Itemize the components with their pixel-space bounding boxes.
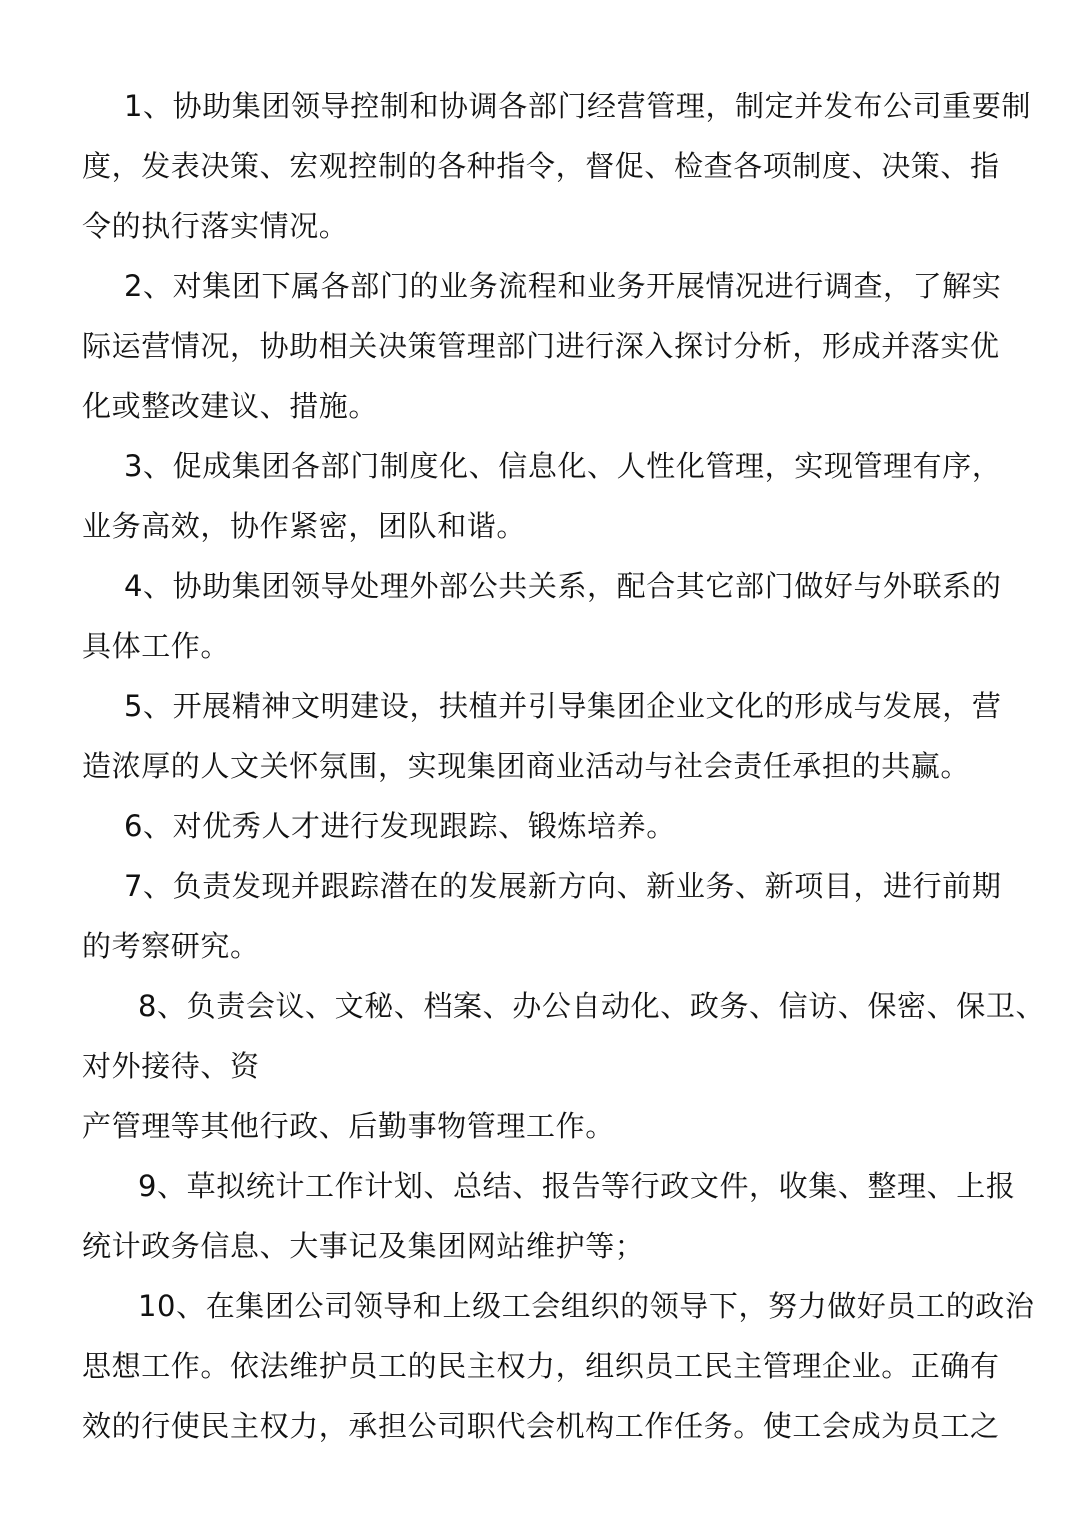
- text-line: 3、促成集团各部门制度化、信息化、人性化管理，实现管理有序，: [124, 449, 1002, 483]
- text-line: 2、对集团下属各部门的业务流程和业务开展情况进行调查，了解实: [124, 269, 1002, 303]
- text-line: 令的执行落实情况。: [82, 209, 349, 243]
- text-line: 对外接待、资: [82, 1049, 260, 1083]
- text-line: 统计政务信息、大事记及集团网站维护等；: [82, 1229, 645, 1263]
- text-line: 际运营情况，协助相关决策管理部门进行深入探讨分析，形成并落实优: [82, 329, 1000, 363]
- text-line: 造浓厚的人文关怀氛围，实现集团商业活动与社会责任承担的共赢。: [82, 749, 971, 783]
- text-line: 效的行使民主权力，承担公司职代会机构工作任务。使工会成为员工之: [82, 1409, 1000, 1443]
- text-line: 度，发表决策、宏观控制的各种指令，督促、检查各项制度、决策、指: [82, 149, 1000, 183]
- text-line: 化或整改建议、措施。: [82, 389, 379, 423]
- text-line: 5、开展精神文明建设，扶植并引导集团企业文化的形成与发展，营: [124, 689, 1002, 723]
- text-line: 7、负责发现并跟踪潜在的发展新方向、新业务、新项目，进行前期: [124, 869, 1002, 903]
- text-line: 思想工作。依法维护员工的民主权力，组织员工民主管理企业。正确有: [82, 1349, 1000, 1383]
- text-line: 业务高效，协作紧密，团队和谐。: [82, 509, 527, 543]
- text-line: 具体工作。: [82, 629, 231, 663]
- text-line: 6、对优秀人才进行发现跟踪、锻炼培养。: [124, 809, 676, 843]
- text-line: 的考察研究。: [82, 929, 260, 963]
- text-line: 9、草拟统计工作计划、总结、报告等行政文件，收集、整理、上报: [138, 1169, 1016, 1203]
- text-line: 1、协助集团领导控制和协调各部门经营管理，制定并发布公司重要制: [124, 89, 1032, 123]
- text-line: 4、协助集团领导处理外部公共关系，配合其它部门做好与外联系的: [124, 569, 1002, 603]
- text-line: 10、在集团公司领导和上级工会组织的领导下，努力做好员工的政治: [138, 1289, 1035, 1323]
- text-line: 产管理等其他行政、后勤事物管理工作。: [82, 1109, 615, 1143]
- text-line: 8、负责会议、文秘、档案、办公自动化、政务、信访、保密、保卫、: [138, 989, 1046, 1023]
